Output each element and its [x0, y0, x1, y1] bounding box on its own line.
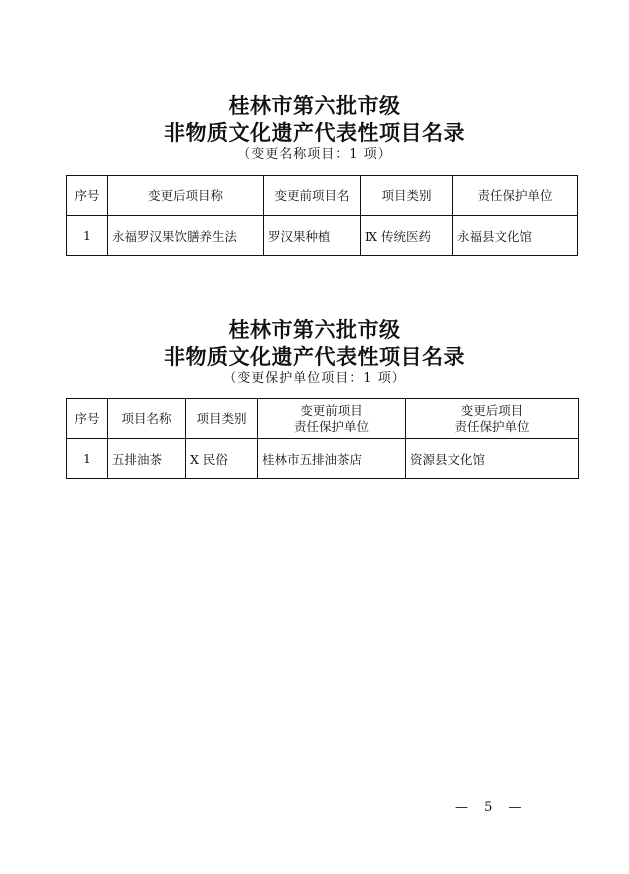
title-line2: 非物质文化遗产代表性项目名录: [164, 344, 465, 369]
cell-old-unit: 桂林市五排油茶店: [258, 439, 406, 479]
cell-new-name: 永福罗汉果饮膳养生法: [108, 216, 264, 256]
title-line1: 桂林市第六批市级: [228, 317, 401, 342]
table-rename: [66, 175, 578, 256]
cell-new-unit: 资源县文化馆: [406, 439, 579, 479]
table-unit-change: [66, 398, 579, 479]
header-cell: 序号: [67, 176, 108, 216]
header-cell: 项目类别: [186, 399, 258, 439]
header-cell: 项目类别: [361, 176, 453, 216]
header-cell: 变更后项目称: [108, 176, 264, 216]
title-line1: 桂林市第六批市级: [228, 93, 401, 118]
table-header-row: [67, 399, 579, 439]
header-cell: 序号: [67, 399, 108, 439]
cell-old-name: 罗汉果种植: [264, 216, 361, 256]
header-cell: 变更后项目 责任保护单位: [406, 399, 579, 439]
table-header-row: [67, 176, 578, 216]
header-cell: 变更前项目名: [264, 176, 361, 216]
subtitle: （变更保护单位项目：1 项）: [223, 371, 406, 386]
section-unit-change: [0, 316, 629, 388]
section-rename: [0, 92, 629, 164]
table-row: [67, 216, 578, 256]
cell-index: 1: [67, 439, 108, 479]
cell-index: 1: [67, 216, 108, 256]
header-cell: 项目名称: [108, 399, 186, 439]
cell-category: Ⅸ 传统医药: [361, 216, 453, 256]
cell-unit: 永福县文化馆: [453, 216, 578, 256]
cell-name: 五排油茶: [108, 439, 186, 479]
table-row: [67, 439, 579, 479]
page-number: — 5 —: [455, 800, 528, 815]
header-cell: 变更前项目 责任保护单位: [258, 399, 406, 439]
cell-category: Ⅹ 民俗: [186, 439, 258, 479]
title-line2: 非物质文化遗产代表性项目名录: [164, 120, 465, 145]
header-cell: 责任保护单位: [453, 176, 578, 216]
subtitle: （变更名称项目：1 项）: [237, 147, 392, 162]
